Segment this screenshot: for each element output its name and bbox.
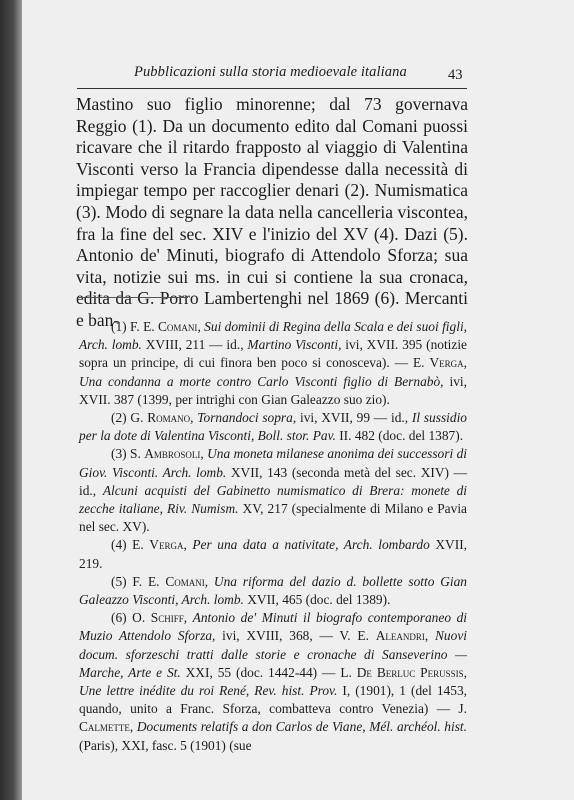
footnote-text: (3) S.: [111, 446, 145, 462]
footnote-text: (Paris), XXI, fasc. 5 (1901) (sue: [79, 737, 252, 753]
footnote-text: ,: [463, 664, 467, 680]
footnote-text: Una condanna a morte contro Carlo Visconti figlio di Bernabò,: [79, 373, 444, 389]
footnote-text: XV, 217 (specialmente di Milano e Pavia nel sec. XV).: [79, 501, 467, 535]
footnote-text: (2) G.: [111, 410, 148, 426]
footnote-text: Schiff: [150, 610, 184, 626]
footnote-text: (5) F. E.: [111, 573, 166, 589]
footnote-text: Calmette: [79, 719, 130, 735]
footnote-text: ,: [424, 628, 435, 644]
footnote-text: Martino Visconti,: [247, 337, 342, 353]
footnote-separator: [78, 297, 188, 298]
footnote-text: ,: [197, 319, 205, 334]
footnote-text: ivi, XVII. 395 (notizie sopra un principe, di cui finora ben poco si conosceva). — E.: [79, 337, 468, 371]
footnote-text: ,: [204, 573, 214, 589]
footnote-2: [79, 409, 467, 445]
footnote-text: Alcuni acquisti del Gabinetto numismatico di Brera: monete di zecche italiane, Riv. Numism.: [79, 482, 467, 517]
footnote-text: ,: [183, 610, 193, 626]
footnote-text: Documents relatifs a don Carlos de Viane, Mél. archéol. hist.: [136, 719, 468, 735]
footnote-text: ,: [129, 719, 137, 735]
running-title: Pubblicazioni sulla storia medioevale italiana: [134, 64, 407, 80]
footnote-text: XXI, 55 (doc. 1442-44) — L.: [180, 664, 357, 680]
header-rule: [77, 88, 467, 89]
main-text: [76, 94, 468, 332]
footnote-text: Aleandri: [375, 628, 425, 644]
page-number: 43: [448, 67, 463, 83]
book-spine-shadow: [0, 0, 22, 800]
book-page: [22, 0, 574, 800]
footnote-text: (6) O.: [111, 610, 151, 626]
footnote-text: ,: [183, 537, 193, 553]
footnote-text: De Berluc Perussis: [356, 664, 464, 680]
footnote-text: I, (1901), 1 (del 1453, quando, unito a Franc. Sforza, combatteva contro Venezia) — J.: [79, 683, 467, 717]
footnote-text: ,: [463, 355, 467, 371]
main-paragraph: Mastino suo figlio minorenne; dal 73 governava Reggio (1). Da un documento edito dal Comani puossi ricavare che il ritardo frapposto al viaggio di Valentina Visconti verso la Francia dipendesse dalla necessità di impiegar tempo per raccoglier denari (2). Numismatica (3). Modo di segnare la data nella cancelleria viscontea, fra la fine del sec. XIV e l'inizio del XV (4). Dazi (5). Antonio de' Minuti, biografo di Attendolo Sforza; sua vita, notizie sui ms. in cui si contiene la sua cronaca, edita da G. Porro Lambertenghi nel 1869 (6). Mercanti e ban-: [76, 94, 468, 330]
footnote-text: II. 482 (doc. del 1387).: [335, 428, 464, 444]
footnote-text: Sui dominii di Regina della Scala e dei suoi figli, Arch. lomb.: [79, 319, 468, 353]
footnote-text: Verga: [149, 537, 184, 553]
footnote-4: [79, 536, 467, 572]
footnote-text: XVII, 143 (seconda metà del sec. XIV) — id.,: [79, 464, 467, 498]
footnote-text: Romano: [147, 410, 191, 426]
footnote-text: XVIII, 211 — id.,: [141, 337, 248, 353]
footnote-text: Une lettre inédite du roi René, Rev. hist. Prov.: [79, 683, 338, 699]
footnote-text: Verga: [429, 355, 464, 371]
footnote-text: (1) F. E.: [111, 319, 158, 334]
footnote-text: Tornandoci sopra,: [197, 410, 297, 426]
footnote-text: XVII, 219.: [79, 537, 467, 571]
footnote-5: [79, 573, 467, 609]
footnote-text: ,: [200, 446, 208, 462]
footnote-text: Per una data a nativitate, Arch. lombardo: [192, 537, 430, 553]
footnote-text: Comani: [158, 319, 198, 334]
footnote-text: ivi, XVIII, 368, — V. E.: [215, 628, 376, 644]
footnote-1: [79, 318, 467, 409]
footnote-6: [79, 609, 467, 755]
footnote-3: [79, 445, 467, 536]
footnote-text: Una moneta milanese anonima dei successori di Giov. Visconti. Arch. lomb.: [79, 446, 467, 480]
footnote-text: XVII, 465 (doc. del 1389).: [243, 592, 391, 608]
footnotes: [79, 318, 467, 755]
footnote-text: ivi, XVII, 99 — id.,: [296, 410, 412, 426]
footnote-text: Una riforma del dazio d. bollette sotto Gian Galeazzo Visconti, Arch. lomb.: [79, 573, 468, 608]
footnote-text: Ambrosoli: [144, 446, 201, 462]
footnote-text: (4) E.: [111, 537, 150, 553]
footnote-text: ,: [190, 410, 198, 426]
footnote-text: Nuovi docum. sforzeschi tratti dalle storie e cronache di Sanseverino — Marche, Arte e St.: [79, 628, 467, 680]
footnote-text: Comani: [165, 573, 205, 589]
footnote-text: ivi, XVII. 387 (1399, per intrighi con Gian Galeazzo suo zio).: [79, 373, 467, 407]
footnote-text: Il sussidio per la dote di Valentina Visconti, Boll. stor. Pav.: [79, 410, 467, 444]
footnote-text: Antonio de' Minuti il biografo contemporaneo di Muzio Attendolo Sforza,: [79, 610, 467, 644]
